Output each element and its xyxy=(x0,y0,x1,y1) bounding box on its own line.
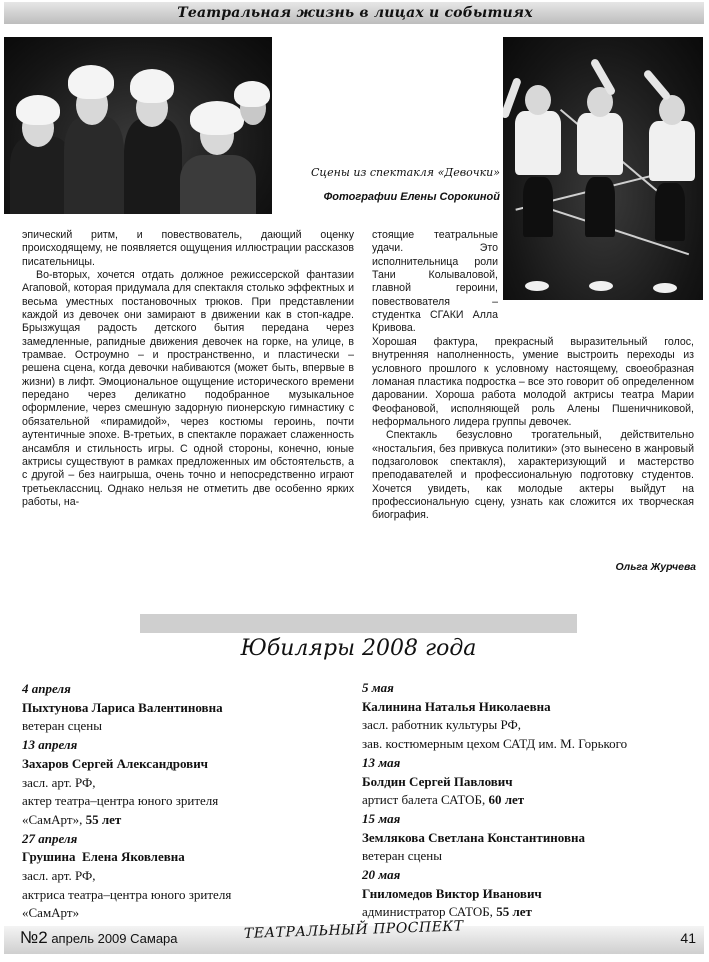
anniversaries-right-column xyxy=(362,679,702,922)
anniversary-date: 5 мая xyxy=(362,680,394,695)
anniversary-desc: «СамАрт», xyxy=(22,811,83,827)
anniversary-entry xyxy=(362,866,702,922)
anniversary-desc: ветеран сцены xyxy=(362,848,442,864)
anniversary-name: Калинина Наталья Николаевна xyxy=(362,698,551,714)
anniversary-desc: актриса театра–центра юного зрителя xyxy=(22,886,232,902)
footer-issue xyxy=(20,928,178,948)
anniversary-age: 55 лет xyxy=(496,904,532,920)
anniversary-desc: актер театра–центра юного зрителя xyxy=(22,793,219,809)
article-right-wide xyxy=(372,336,694,523)
article-right-narrow xyxy=(372,229,498,336)
article-paragraph: Хорошая фактура, прекрасный выразительный голос, внутренняя наполненность, умение выстроить переходы из условного прошлого к условному настоящему, своеобразная ломаная пластика подростка – все это говорит об определенном даровании. Хороша работа молодой актрисы театра Марии Феофановой, исполняющей роль Алены Пшеничниковой, неформального лидера группы девочек. xyxy=(372,336,694,429)
photo-left xyxy=(4,37,272,214)
anniversary-age: 55 лет xyxy=(85,811,122,827)
anniversary-name: Землякова Светлана Константиновна xyxy=(362,829,585,845)
anniversary-name: Грушина Елена Яковлевна xyxy=(22,849,185,865)
anniversary-date: 27 апреля xyxy=(22,830,78,846)
magazine-logo: ТЕАТРАЛЬНЫЙ ПРОСПЕКТ xyxy=(243,918,464,942)
anniversaries-title: Юбиляры 2008 года xyxy=(240,636,477,661)
anniversary-desc-line xyxy=(362,791,702,810)
anniversary-date: 4 апреля xyxy=(22,681,71,696)
anniversary-date: 15 мая xyxy=(362,810,401,826)
anniversary-age: 60 лет xyxy=(488,792,525,808)
page-number: 41 xyxy=(680,930,696,946)
anniversary-desc: засл. арт. РФ, xyxy=(22,868,96,884)
photo-right xyxy=(503,37,703,300)
anniversary-entry xyxy=(22,736,352,830)
anniversary-name: Захаров Сергей Александрович xyxy=(22,755,209,771)
anniversary-desc: засл. арт. РФ, xyxy=(22,774,96,790)
anniversaries-left-column xyxy=(22,680,352,923)
article-paragraph: эпический ритм, и повествователь, дающий оценку происходящему, не появляется ощущения иллюстрации рассказов писательницы. xyxy=(22,229,354,268)
anniversary-desc-line xyxy=(22,811,352,830)
anniversary-date: 13 апреля xyxy=(22,737,78,753)
anniversary-name: Болдин Сергей Павлович xyxy=(362,773,513,789)
section-divider-bar xyxy=(140,614,577,633)
article-left-column xyxy=(22,229,354,509)
article-paragraph: Во-вторых, хочется отдать должное режиссерской фантазии Агаповой, которая придумала для спектакля столько эффектных и весьма уместных постановочных трюков. При представлении каждой из девочек они замирают в движении как в стоп-кадре. Брызжущая радость детского бытия передана через замедленные, рапидные движения девочек на горке, на улице, в трамвае. Остроумно – и пространственно, и пластически – решена сцена, когда девочки набиваются (может быть, впервые в жизни) в лифт. Эмоциональное ощущение исторического времени передано через деликатно подобранное музыкальное оформление, через смешную задорную пионерскую гимнастику с обязательной «пирамидой», через костюмы героинь, почти аутентичные эпохе. В-третьих, в спектакле поражает слаженность ансамбля и стильность игры. С одной стороны, конечно, юные актрисы существуют в рамках предложенных им обстоятельств, а с другой – без наигрыша, очень точно и непосредственно играют третьеклассниц. Однако нельзя не отметить две особенно ярких работы, на- xyxy=(22,269,354,508)
anniversary-date: 13 мая xyxy=(362,754,401,770)
anniversary-desc: зав. костюмерным цехом САТД им. М. Горького xyxy=(362,736,628,752)
anniversary-desc: «СамАрт» xyxy=(22,905,80,921)
article-signature: Ольга Журчева xyxy=(615,561,696,573)
running-head: Театральная жизнь в лицах и событиях xyxy=(177,5,533,21)
anniversary-name: Пыхтунова Лариса Валентиновна xyxy=(22,699,223,715)
anniversary-entry xyxy=(362,679,702,754)
photo-credit: Фотографии Елены Сорокиной xyxy=(323,191,500,203)
issue-date: апрель 2009 Самара xyxy=(51,931,178,946)
anniversary-desc: ветеран сцены xyxy=(22,718,102,734)
photo-caption: Сцены из спектакля «Девочки» xyxy=(311,166,500,179)
anniversary-desc: засл. работник культуры РФ, xyxy=(362,717,522,733)
anniversary-entry xyxy=(22,680,352,736)
issue-number: №2 xyxy=(20,928,48,947)
anniversary-date: 20 мая xyxy=(362,867,401,883)
anniversary-entry xyxy=(362,810,702,866)
article-paragraph: стоящие театральные удачи. Это исполнительница роли Тани Колываловой, главной героини, повествователя – студентка СГАКИ Алла Кривова. xyxy=(372,229,498,335)
anniversary-desc: администратор САТОБ, xyxy=(362,904,493,920)
anniversary-entry xyxy=(362,754,702,810)
anniversary-name: Гниломедов Виктор Иванович xyxy=(362,885,542,901)
article-paragraph: Спектакль безусловно трогательный, действительно «ностальгия, без привкуса политики» (это вынесено в жанровый подзаголовок спектакля), характеризующий и мастерство преподавателей и профессиональную подготовку студентов. Хочется увидеть, как молодые актеры выйдут на профессиональную сцену, узнать как сложится их творческая биография. xyxy=(372,429,694,522)
anniversary-desc: артист балета САТОБ, xyxy=(362,792,486,808)
anniversary-entry xyxy=(22,830,352,924)
